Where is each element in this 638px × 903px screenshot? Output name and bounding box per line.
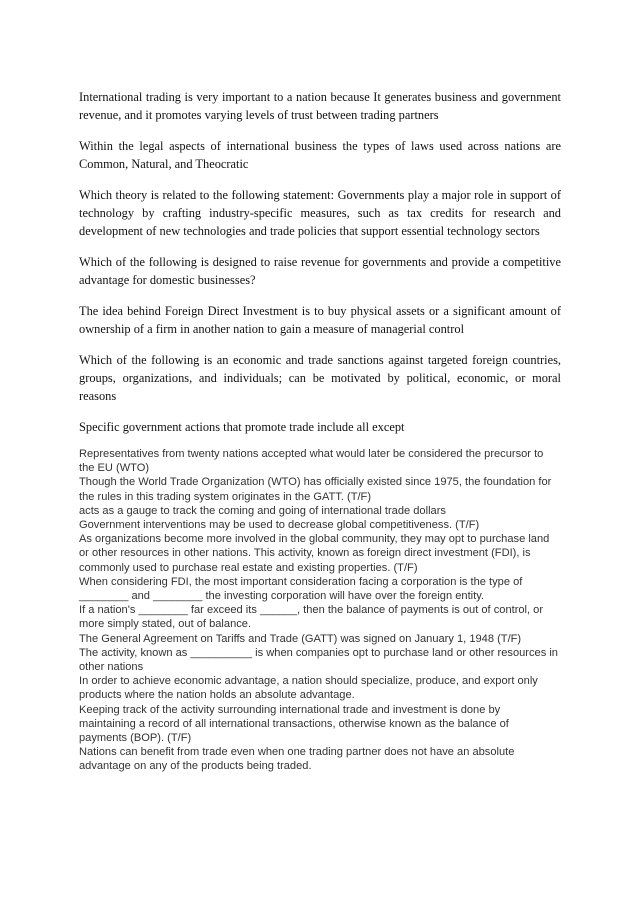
question-item: As organizations become more involved in the global community, they may opt to purchase land or other resources in other nations. This activity, known as foreign direct investment (FDI), is commonly used to purchase real estate and existing properties. (T/F) <box>79 533 550 574</box>
question-paragraph: Which of the following is designed to raise revenue for governments and provide a competitive advantage for domestic businesses? <box>79 255 561 287</box>
question-paragraph: Specific government actions that promote trade include all except <box>79 420 405 434</box>
lower-question-list <box>79 447 559 774</box>
question-item: Representatives from twenty nations accepted what would later be considered the precursor to the EU (WTO) <box>79 448 544 475</box>
question-item: Though the World Trade Organization (WTO) has officially existed since 1975, the foundation for the rules in this trading system originates in the GATT. (T/F) <box>79 476 552 503</box>
question-item: If a nation's ________ far exceed its ______, then the balance of payments is out of control, or more simply stated, out of balance. <box>79 604 544 631</box>
question-paragraph: Which of the following is an economic and trade sanctions against targeted foreign countries, groups, organizations, and individuals; can be motivated by political, economic, or moral reasons <box>79 353 561 403</box>
question-paragraph: International trading is very important to a nation because It generates business and government revenue, and it promotes varying levels of trust between trading partners <box>79 90 561 122</box>
question-paragraph: The idea behind Foreign Direct Investment is to buy physical assets or a significant amount of ownership of a firm in another nation to gain a measure of managerial control <box>79 304 561 336</box>
question-item: The activity, known as __________ is when companies opt to purchase land or other resources in other nations <box>79 646 558 674</box>
question-item: The General Agreement on Tariffs and Trade (GATT) was signed on January 1, 1948 (T/F) <box>79 632 522 645</box>
question-item: Nations can benefit from trade even when one trading partner does not have an absolute advantage on any of the products being traded. <box>79 746 515 773</box>
question-item: When considering FDI, the most important consideration facing a corporation is the type of ________ and ________ the investing corporation will have over the foreign entity. <box>79 575 523 603</box>
question-item: Government interventions may be used to decrease global competitiveness. (T/F) <box>79 519 480 532</box>
question-paragraph: Which theory is related to the following statement: Governments play a major role in support of technology by crafting industry-specific measures, such as tax credits for research and development of new technologies and trade policies that support essential technology sectors <box>79 188 561 238</box>
question-item: In order to achieve economic advantage, a nation should specialize, produce, and export only products where the nation holds an absolute advantage. <box>79 675 538 702</box>
question-item: acts as a gauge to track the coming and going of international trade dollars <box>79 504 446 517</box>
question-item: Keeping track of the activity surrounding international trade and investment is done by maintaining a record of all international transactions, otherwise known as the balance of payments (BOP). (T/F) <box>79 703 509 745</box>
upper-question-list <box>79 88 561 449</box>
question-paragraph: Within the legal aspects of international business the types of laws used across nations are Common, Natural, and Theocratic <box>79 139 561 171</box>
